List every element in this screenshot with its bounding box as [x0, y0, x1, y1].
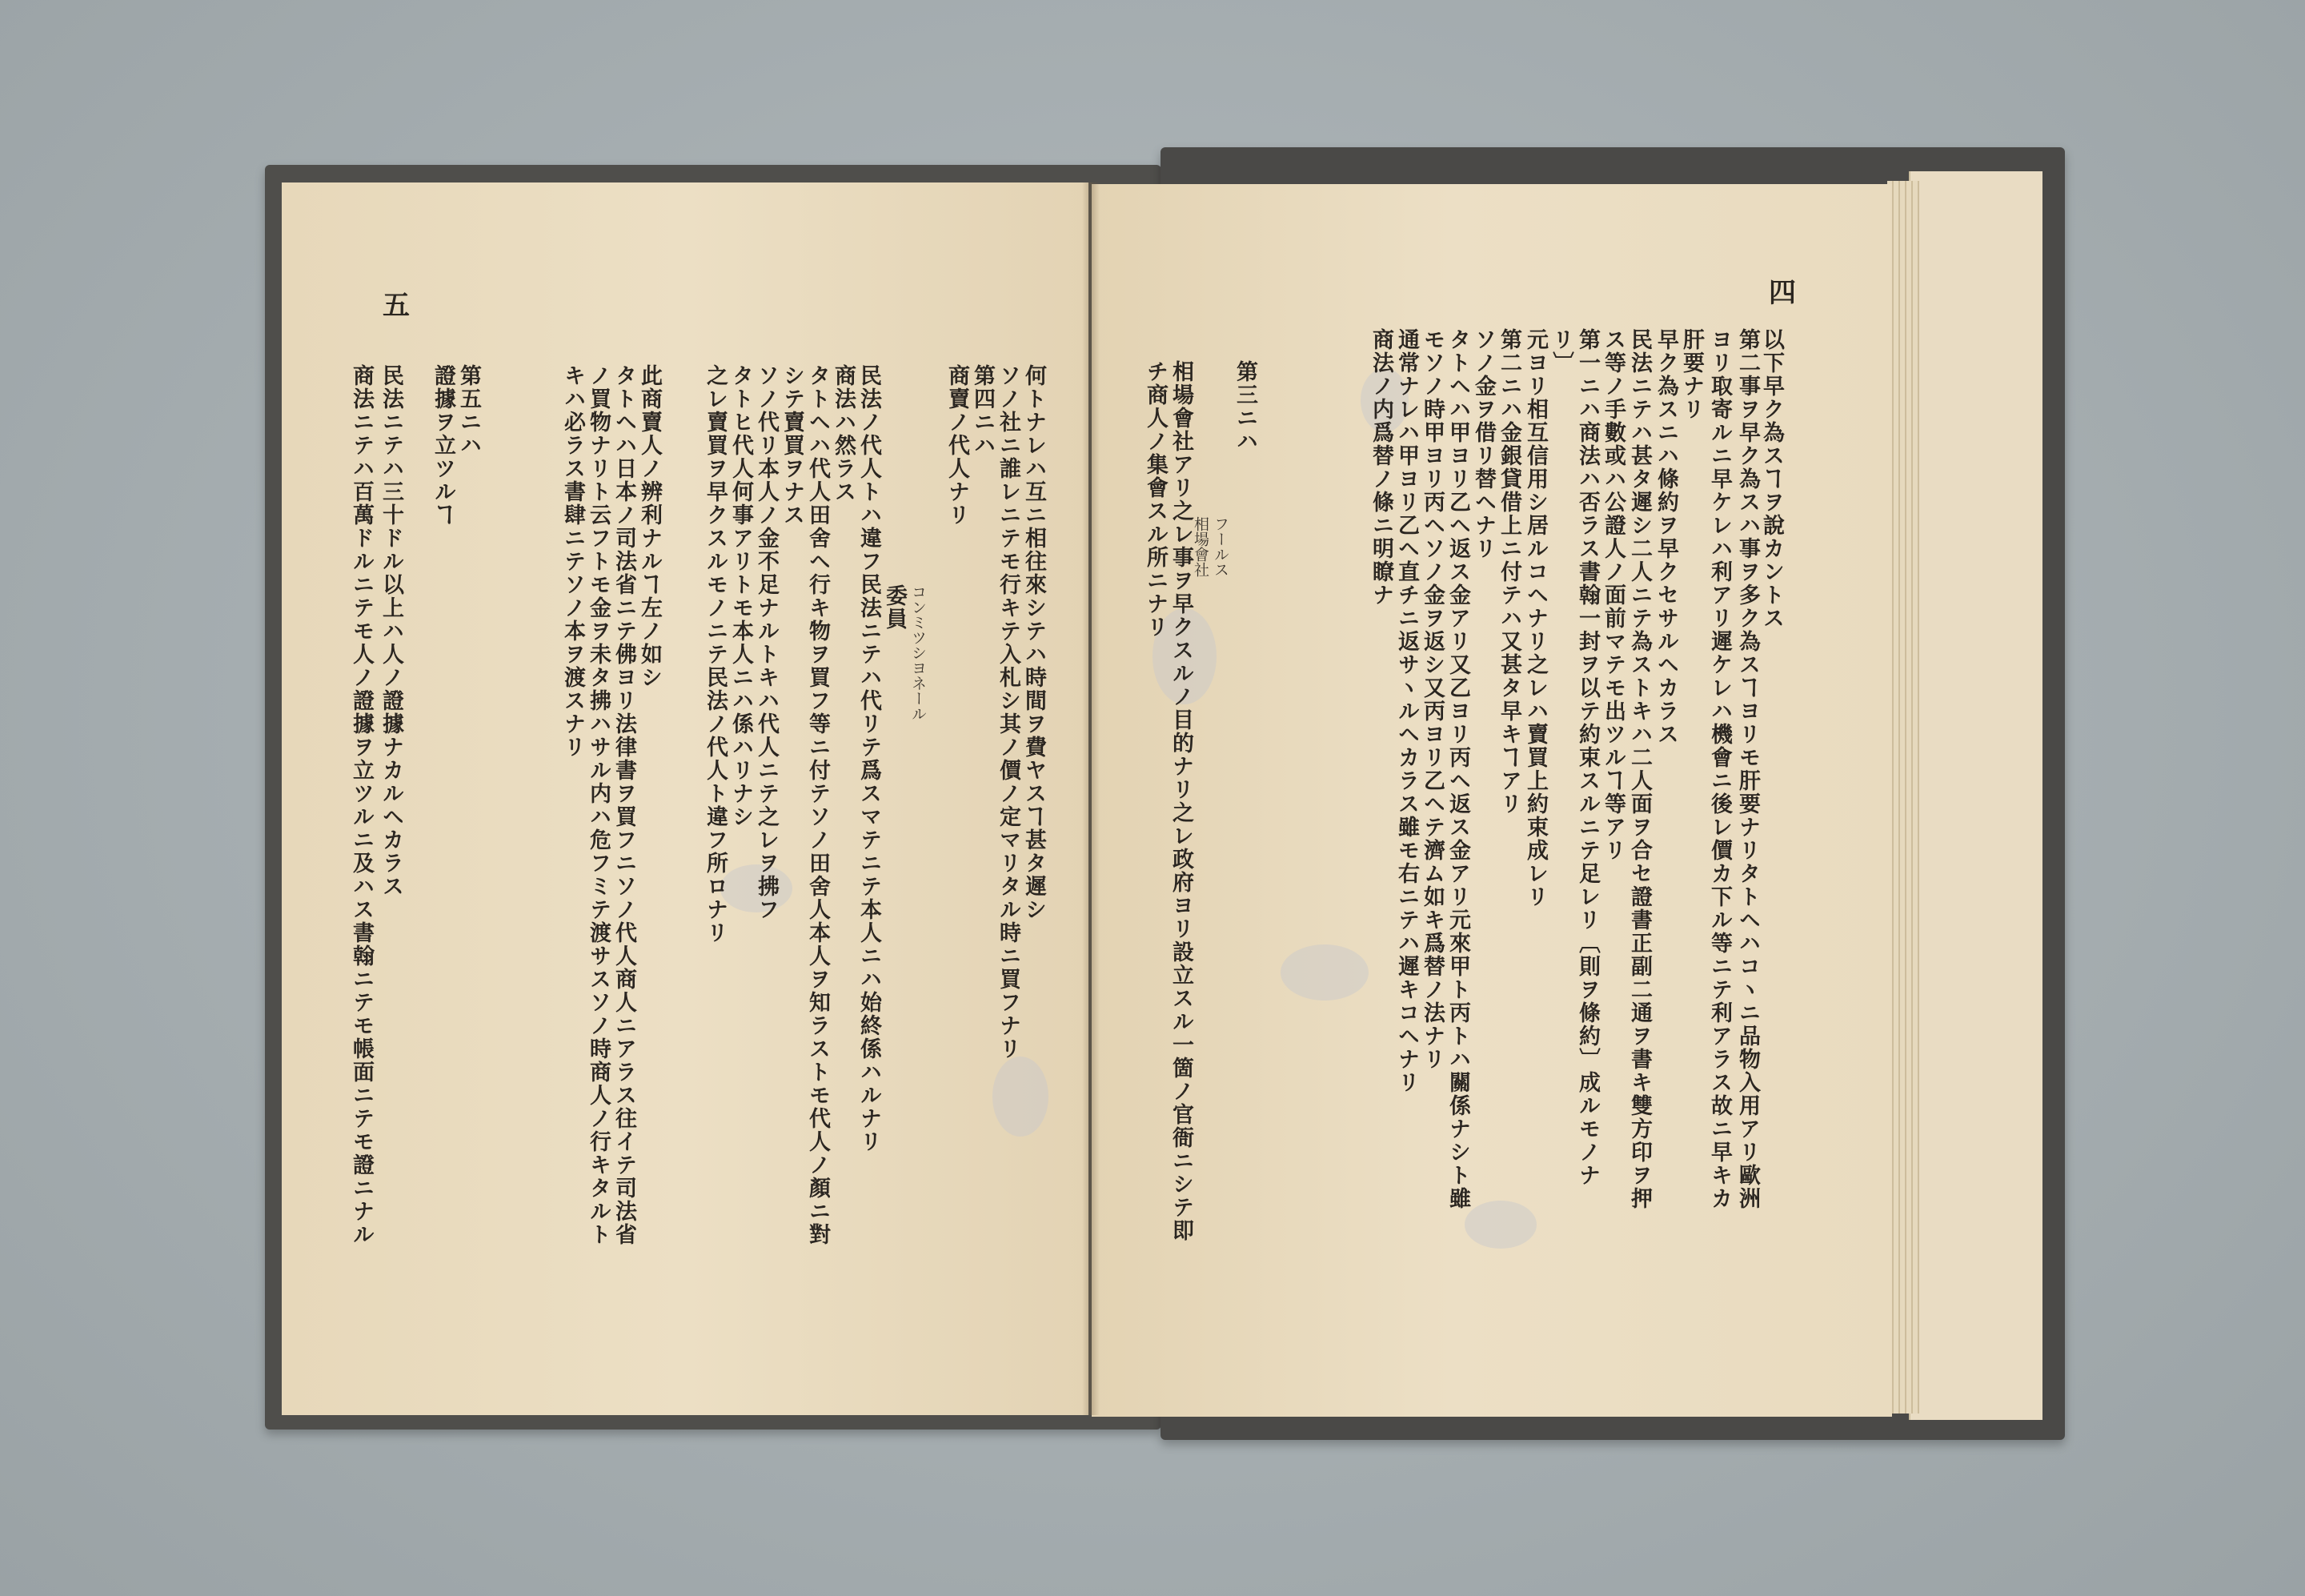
text-column: 相場會社アリ之レ事ヲ早クスルノ目的ナリ之レ政府ヨリ設立スル一箇ノ官衙ニシテ即	[1169, 360, 1193, 1242]
text-column: シテ賣買ヲナス	[780, 364, 804, 527]
text-column: ソノ金ヲ借リ替ヘナリ	[1471, 328, 1496, 560]
text-column: 民法ニテハ甚タ遲シ二人ニテ為ストキハ二人面ヲ合セ證書正副二通ヲ書キ雙方印ヲ押	[1627, 328, 1652, 1210]
text-column: 何トナレハ互ニ相往來シテハ時間ヲ費ヤスヿ甚タ遲シ	[1021, 364, 1046, 921]
text-column: 商法ニテハ百萬ドルニテモ人ノ證據ヲ立ツルニ及ハス書翰ニテモ帳面ニテモ證ニナル	[349, 364, 374, 1246]
text-column: 早ク為スニハ條約ヲ早クセサルヘカラス	[1654, 328, 1678, 746]
text-column: 肝要ナリ	[1679, 328, 1704, 421]
text-column: 商法ノ内爲替ノ條ニ明瞭ナ	[1369, 328, 1393, 607]
text-column: タトヘハ日本ノ司法省ニテ佛ヨリ法律書ヲ買フニソノ代人商人ニアラス往イテ司法省	[611, 364, 636, 1246]
stain	[1465, 1201, 1537, 1249]
book-gutter	[1082, 182, 1100, 1415]
text-column: 以下早ク為スヿヲ說カントス	[1759, 328, 1784, 630]
text-column: タトヒ代人何事アリトモ本人ニハ係ハリナシ	[728, 364, 753, 828]
text-column: 商賣ノ代人ナリ	[944, 364, 969, 527]
text-column: 此商賣人ノ辨利ナルヿ左ノ如シ	[637, 364, 662, 689]
text-column: 第一ニハ商法ハ否ラス書翰一封ヲ以テ約束スルニテ足レリ〔則ヲ條約〕成ルモノナ	[1575, 328, 1600, 1187]
ruby-annotation: 相場會社	[1192, 516, 1209, 577]
text-column: 委員	[882, 584, 907, 631]
text-column: 第四ニハ	[970, 364, 995, 457]
text-column: リ〕	[1549, 328, 1573, 375]
page-edges	[1887, 181, 1919, 1414]
flyleaf	[1909, 171, 2042, 1420]
text-column: ソノ社ニ誰レニテモ行キテ入札シ其ノ價ノ定マリタル時ニ買フナリ	[996, 364, 1020, 1061]
page-number-right: 四	[1769, 277, 1796, 309]
ruby-annotation: フールス	[1212, 516, 1229, 577]
page-number-left: 五	[383, 290, 410, 322]
text-column: 第二事ヲ早ク為スハ事ヲ多ク為スヿヨリモ肝要ナリタトヘハコヽニ品物入用アリ歐洲	[1735, 328, 1760, 1210]
text-column: 商法ハ然ラス	[831, 364, 856, 503]
text-column: 第五ニハ	[456, 364, 481, 457]
text-column: 第三ニハ	[1233, 360, 1257, 453]
text-column: ス等ノ手數或ハ公證人ノ面前マテモ出ツルヿ等アリ	[1601, 328, 1626, 862]
text-column: 證據ヲ立ツルヿ	[431, 364, 455, 527]
text-column: ノ買物ナリト云フトモ金ヲ未タ拂ハサル内ハ危フミテ渡サスソノ時商人ノ行キタルト	[586, 364, 611, 1246]
text-column: 民法ノ代人トハ違フ民法ニテハ代リテ爲スマテニテ本人ニハ始終係ハルナリ	[856, 364, 881, 1153]
text-column: 元ヨリ相互信用シ居ルコヘナリ之レハ賣買上約束成レリ	[1523, 328, 1548, 908]
text-column: 第二ニハ金銀貸借上ニ付テハ又甚タ早キヿアリ	[1497, 328, 1521, 816]
text-column: ソノ代リ本人ノ金不足ナルトキハ代人ニテ之レヲ拂フ	[754, 364, 779, 921]
text-column: タトヘハ甲ヨリ乙ヘ返ス金アリ又乙ヨリ丙ヘ返ス金アリ元來甲ト丙トハ關係ナシト雖	[1445, 328, 1470, 1210]
text-column: モソノ時甲ヨリ丙ヘソノ金ヲ返シ又丙ヨリ乙ヘテ濟ム如キ爲替ノ法ナリ	[1420, 328, 1445, 1071]
text-column: 之レ賣買ヲ早クスルモノニテ民法ノ代人ト違フ所ロナリ	[703, 364, 728, 944]
text-column: ヨリ取寄ルニ早ケレハ利アリ遲ケレハ機會ニ後レ價カ下ル等ニテ利アラス故ニ早キカ	[1707, 328, 1732, 1210]
ruby-annotation: コンミツシヨネール	[909, 584, 927, 721]
text-column: タトヘハ代人田舍ヘ行キ物ヲ買フ等ニ付テソノ田舍人本人ヲ知ラストモ代人ノ顏ニ對	[805, 364, 830, 1246]
stain	[992, 1057, 1048, 1137]
text-column: 民法ニテハ三十ドル以上ハ人ノ證據ナカルヘカラス	[379, 364, 403, 898]
text-column: 通常ナレハ甲ヨリ乙ヘ直チニ返サヽルヘカラス雖モ右ニテハ遲キコヘナリ	[1394, 328, 1419, 1094]
stain	[1281, 944, 1369, 1001]
text-column: キハ必ラス書肆ニテソノ本ヲ渡スナリ	[560, 364, 585, 759]
text-column: チ商人ノ集會スル所ニナリ	[1143, 360, 1168, 639]
